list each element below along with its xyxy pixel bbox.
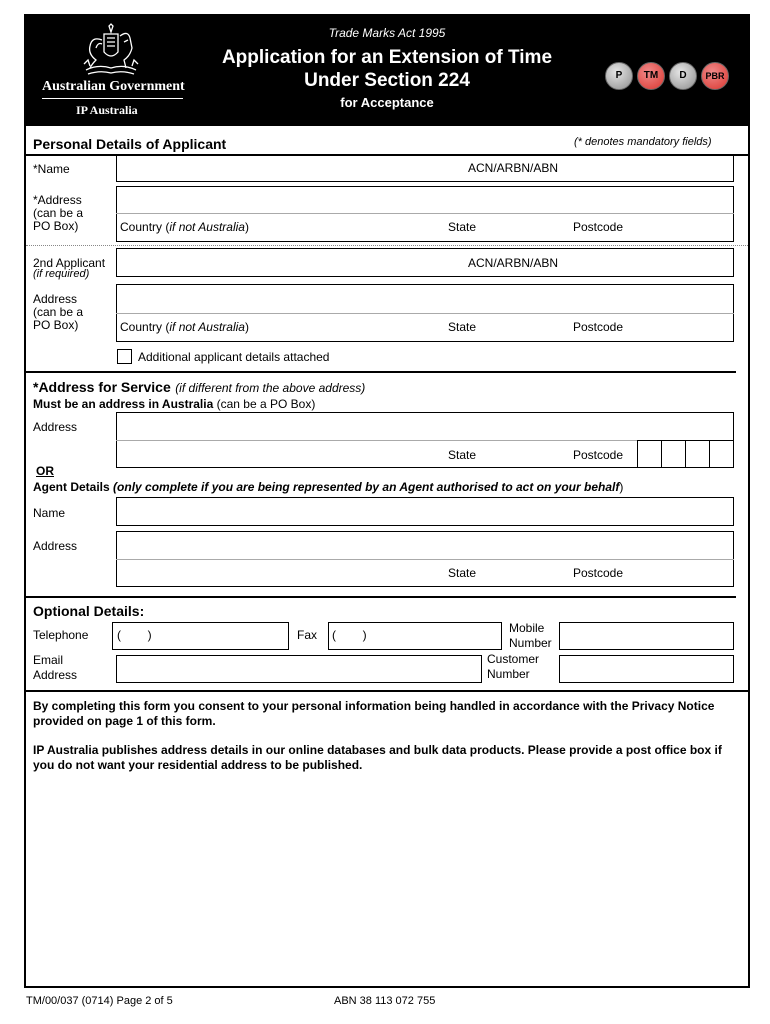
form-header xyxy=(24,14,750,126)
country-label-end: ) xyxy=(244,220,249,234)
agent-details-end: ) xyxy=(619,480,624,494)
section-rule xyxy=(26,596,736,598)
service-requirement-rest: (can be a PO Box) xyxy=(216,397,316,411)
act-name: Trade Marks Act 1995 xyxy=(328,26,446,40)
customer-number-label xyxy=(487,652,539,682)
section-rule xyxy=(26,690,748,692)
address2-label-line: PO Box) xyxy=(33,318,79,332)
telephone-value: ( ) xyxy=(117,628,152,642)
mobile-label-line: Mobile xyxy=(509,621,545,635)
postcode-digit-box[interactable] xyxy=(637,440,662,468)
agent-name-label: Name xyxy=(33,506,66,520)
service-heading xyxy=(33,379,365,397)
form-title-line2: Under Section 224 xyxy=(304,70,470,91)
name-label: *Name xyxy=(33,162,70,176)
agency-name: IP Australia xyxy=(76,103,138,117)
service-heading-note: (if different from the above address) xyxy=(175,381,366,395)
agent-details-italic: (only complete if you are being represented by an Agent authorised to act on your behalf xyxy=(113,480,620,494)
postcode2-label: Postcode xyxy=(573,320,624,334)
form-title-line1: Application for an Extension of Time xyxy=(221,47,553,68)
dotted-divider xyxy=(26,245,748,246)
customer-label-line: Customer xyxy=(487,652,540,666)
agent-address-label: Address xyxy=(33,539,78,553)
field-divider xyxy=(116,313,734,314)
service-requirement-bold: Must be an address in Australia xyxy=(33,397,214,411)
applicant-name-field[interactable] xyxy=(116,155,734,182)
acn-label: ACN/ARBN/ABN xyxy=(468,161,559,175)
mobile-label-line: Number xyxy=(509,636,552,650)
fax-label: Fax xyxy=(297,628,318,642)
country-label-text: Country ( xyxy=(120,220,170,234)
postcode-digit-box[interactable] xyxy=(709,440,734,468)
optional-heading: Optional Details: xyxy=(33,603,145,619)
address2-label-line: Address xyxy=(33,292,78,306)
mandatory-note: (* denotes mandatory fields) xyxy=(574,136,712,148)
additional-applicant-label: Additional applicant details attached xyxy=(138,350,330,364)
second-applicant-name-field[interactable] xyxy=(116,248,734,277)
email-field[interactable] xyxy=(116,655,482,683)
personal-heading: Personal Details of Applicant xyxy=(33,136,227,152)
customer-number-field[interactable] xyxy=(559,655,734,683)
abn-number: ABN 38 113 072 755 xyxy=(334,995,436,1007)
country2-label xyxy=(120,320,249,334)
country-label xyxy=(120,220,249,234)
additional-applicant-checkbox[interactable] xyxy=(117,349,132,364)
state2-label: State xyxy=(448,320,477,334)
form-identifier: TM/00/037 (0714) Page 2 of 5 xyxy=(26,995,173,1007)
address-label-line: *Address xyxy=(33,193,82,207)
second-applicant-note: (if required) xyxy=(33,268,90,280)
agent-details-label xyxy=(33,480,623,494)
second-applicant-label: 2nd Applicant xyxy=(33,256,106,270)
field-divider xyxy=(116,213,734,214)
service-postcode-label: Postcode xyxy=(573,448,624,462)
country2-label-italic: if not Australia xyxy=(169,320,245,334)
privacy-notice: By completing this form you consent to your personal information being handled in accordance with the Privacy Notice provided on page 1 of this form. xyxy=(33,699,715,728)
address-label-line: (can be a xyxy=(33,206,84,220)
email-label-line: Email xyxy=(33,653,64,667)
mobile-field[interactable] xyxy=(559,622,734,650)
service-heading-text: *Address for Service xyxy=(33,379,171,395)
badge-design: D xyxy=(669,62,697,90)
form-subtitle: for Acceptance xyxy=(340,95,434,110)
postcode-digit-box[interactable] xyxy=(661,440,686,468)
email-label-line: Address xyxy=(33,668,78,682)
service-requirement xyxy=(33,397,315,411)
country2-label-text: Country ( xyxy=(120,320,170,334)
badge-trademark: TM xyxy=(637,62,665,90)
agent-postcode-label: Postcode xyxy=(573,566,624,580)
service-state-label: State xyxy=(448,448,477,462)
fax-value: ( ) xyxy=(332,628,367,642)
or-label: OR xyxy=(36,464,54,478)
state-label: State xyxy=(448,220,477,234)
country-label-italic: if not Australia xyxy=(169,220,245,234)
badge-pbr: PBR xyxy=(701,62,729,90)
address-label-line: PO Box) xyxy=(33,219,79,233)
address-label xyxy=(33,194,83,233)
country2-label-end: ) xyxy=(244,320,249,334)
agent-name-field[interactable] xyxy=(116,497,734,526)
address2-label xyxy=(33,293,83,332)
section-rule xyxy=(26,371,736,373)
government-name: Australian Government xyxy=(42,79,185,94)
postcode-digit-box[interactable] xyxy=(685,440,710,468)
mobile-label xyxy=(509,621,552,651)
email-label xyxy=(33,653,77,683)
field-divider xyxy=(116,559,734,560)
telephone-label: Telephone xyxy=(33,628,89,642)
address2-label-line: (can be a xyxy=(33,305,84,319)
badge-patent: P xyxy=(605,62,633,90)
postcode-label: Postcode xyxy=(573,220,624,234)
customer-label-line: Number xyxy=(487,667,530,681)
agent-details-bold: Agent Details xyxy=(33,480,110,494)
acn2-label: ACN/ARBN/ABN xyxy=(468,256,559,270)
agent-state-label: State xyxy=(448,566,477,580)
service-address-label: Address xyxy=(33,420,78,434)
publish-notice: IP Australia publishes address details in our online databases and bulk data products. Please provide a post office box if you do not want your residential address to be published. xyxy=(33,743,722,772)
